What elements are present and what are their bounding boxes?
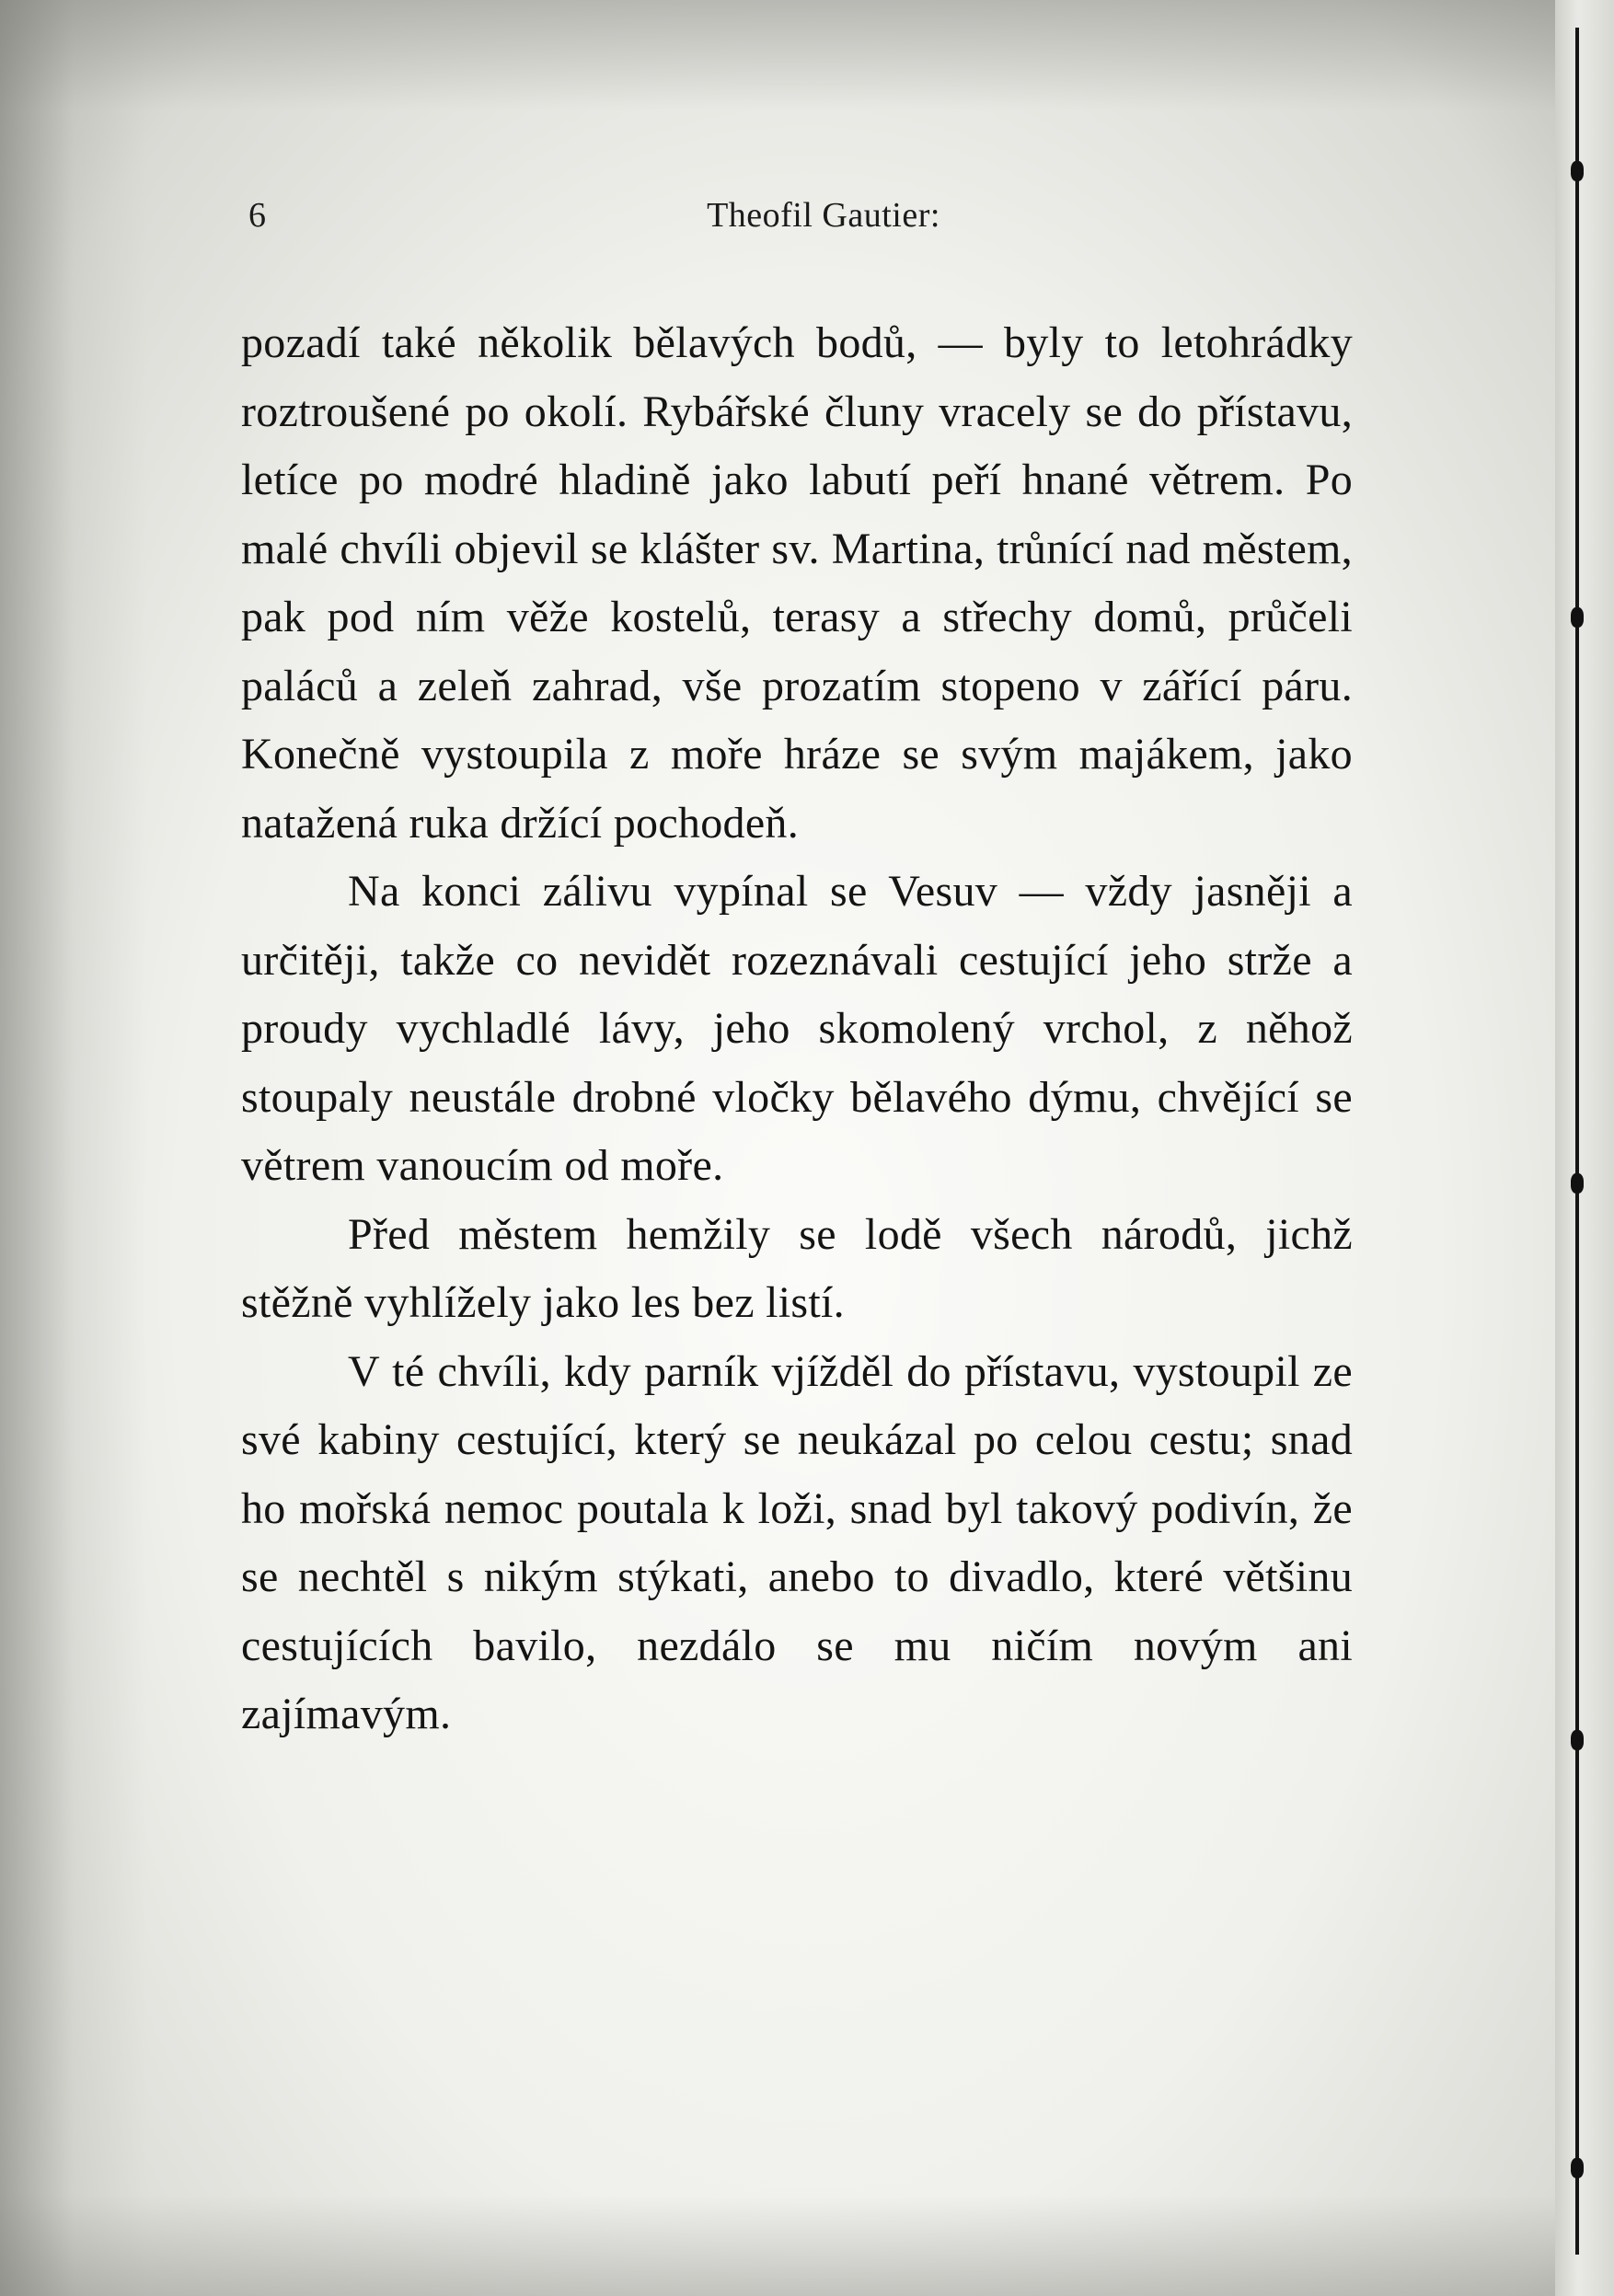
running-head: Theofil Gautier: [707, 196, 940, 235]
scan-shadow-top [0, 0, 1614, 110]
book-edge [1555, 0, 1614, 2296]
paragraph: V té chvíli, kdy parník vjížděl do přístavu, vystoupil ze své kabiny cestující, který se neukázal po celou cestu; snad ho mořská nemoc poutala k loži, snad byl takový podivín, že se nechtěl s nikým stýkati, anebo to divadlo, které většinu cestujících bavilo, nezdálo se mu ničím novým ani zajímavým. [241, 1346, 1353, 1738]
edge-mark [1571, 1730, 1584, 1750]
edge-mark [1571, 2158, 1584, 2178]
paragraph: pozadí také několik bělavých bodů, — byly to letohrádky roztroušené po okolí. Rybářské čluny vracely se do přístavu, letíce po modré hladině jako labutí peří hnané větrem. Po malé chvíli objevil se klášter sv. Martina, trůnící nad městem, pak pod ním věže kostelů, terasy a střechy domů, průčeli paláců a zeleň zahrad, vše prozatím stopeno v zářící páru. Konečně vystoupila z moře hráze se svým majákem, jako natažená ruka držící pochodeň. [241, 318, 1353, 848]
paragraph: Před městem hemžily se lodě všech národů, jichž stěžně vyhlížely jako les bez listí. [241, 1209, 1353, 1327]
scan-shadow-left [0, 0, 147, 2296]
page-number: 6 [248, 196, 266, 235]
page-header [248, 195, 1362, 241]
scan-shadow-bottom [0, 2195, 1614, 2296]
edge-mark [1571, 1173, 1584, 1194]
edge-mark [1571, 161, 1584, 181]
edge-mark [1571, 607, 1584, 628]
book-edge-line [1575, 28, 1579, 2255]
paragraph: Na konci zálivu vypínal se Vesuv — vždy jasněji a určitěji, takže co nevidět rozeznávali cestující jeho strže a proudy vychladlé lávy, jeho skomolený vrchol, z něhož stoupaly neustále drobné vločky bělavého dýmu, chvějící se větrem vanoucím od moře. [241, 867, 1353, 1190]
body-text [241, 309, 1353, 1749]
